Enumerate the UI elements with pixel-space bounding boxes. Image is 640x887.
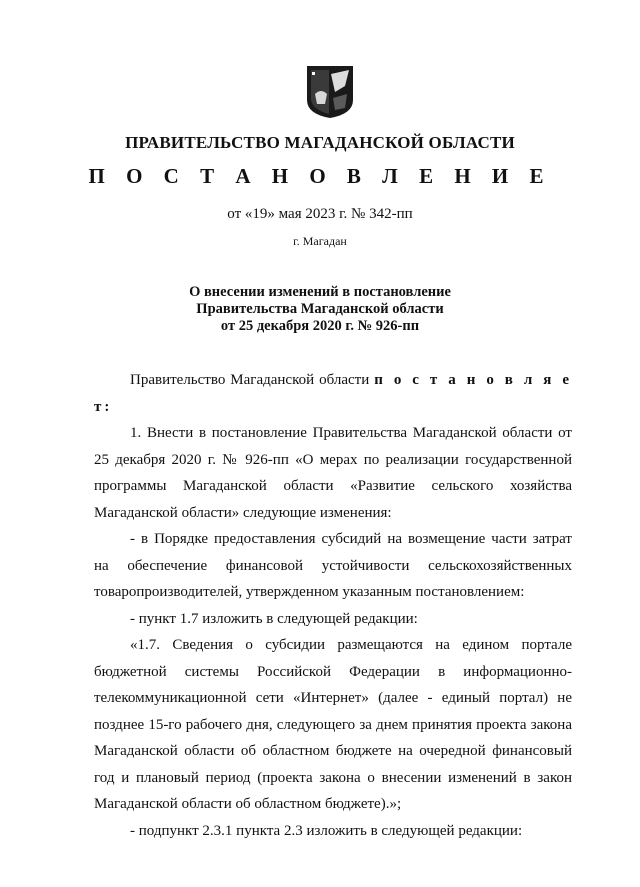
coat-of-arms-icon — [305, 64, 355, 120]
body-paragraph: - пункт 1.7 изложить в следующей редакции: — [130, 610, 418, 627]
subject-line: Правительства Магаданской области — [196, 301, 444, 317]
subject-line: О внесении изменений в постановление — [189, 284, 451, 300]
document-body — [94, 367, 572, 844]
subject-line: от 25 декабря 2020 г. № 926-пп — [220, 318, 420, 334]
body-paragraph: «1.7. Сведения о субсидии размещаются на едином портале бюджетной системы Российской Федерации в информационно-телекоммуникационной сети «Интернет» (далее - единый портал) не позднее 15-го рабочего дня, следующего за днем принятия проекта закона Магаданской области об областном бюджете на очередной финансовый год и плановый период (проекта закона о внесении изменений в закон Магаданской области об областном бюджете).»; — [94, 637, 572, 812]
organization-title: ПРАВИТЕЛЬСТВО МАГАДАНСКОЙ ОБЛАСТИ — [125, 133, 515, 152]
body-paragraph: 1. Внести в постановление Правительства Магаданской области от 25 декабря 2020 г. № 926-пп «О мерах по реализации государственной программы Магаданской области «Развитие сельского хозяйства Магаданской области» следующие изменения: — [94, 425, 572, 521]
preamble — [94, 367, 572, 420]
body-paragraph: - подпункт 2.3.1 пункта 2.3 изложить в следующей редакции: — [130, 822, 523, 839]
body-paragraph: - в Порядке предоставления субсидий на возмещение части затрат на обеспечение финансовой устойчивости сельскохозяйственных товаропроизводителей, утвержденном указанным постановлением: — [94, 531, 572, 600]
preamble-text: Правительство Магаданской области — [130, 372, 375, 388]
preamble-verb: п о с т а н о в л я е т: — [94, 372, 572, 415]
document-date-number: от «19» мая 2023 г. № 342-пп — [227, 206, 413, 222]
document-subject — [0, 284, 640, 335]
document-place: г. Магадан — [293, 234, 347, 248]
document-type: П О С Т А Н О В Л Е Н И Е — [88, 164, 552, 188]
